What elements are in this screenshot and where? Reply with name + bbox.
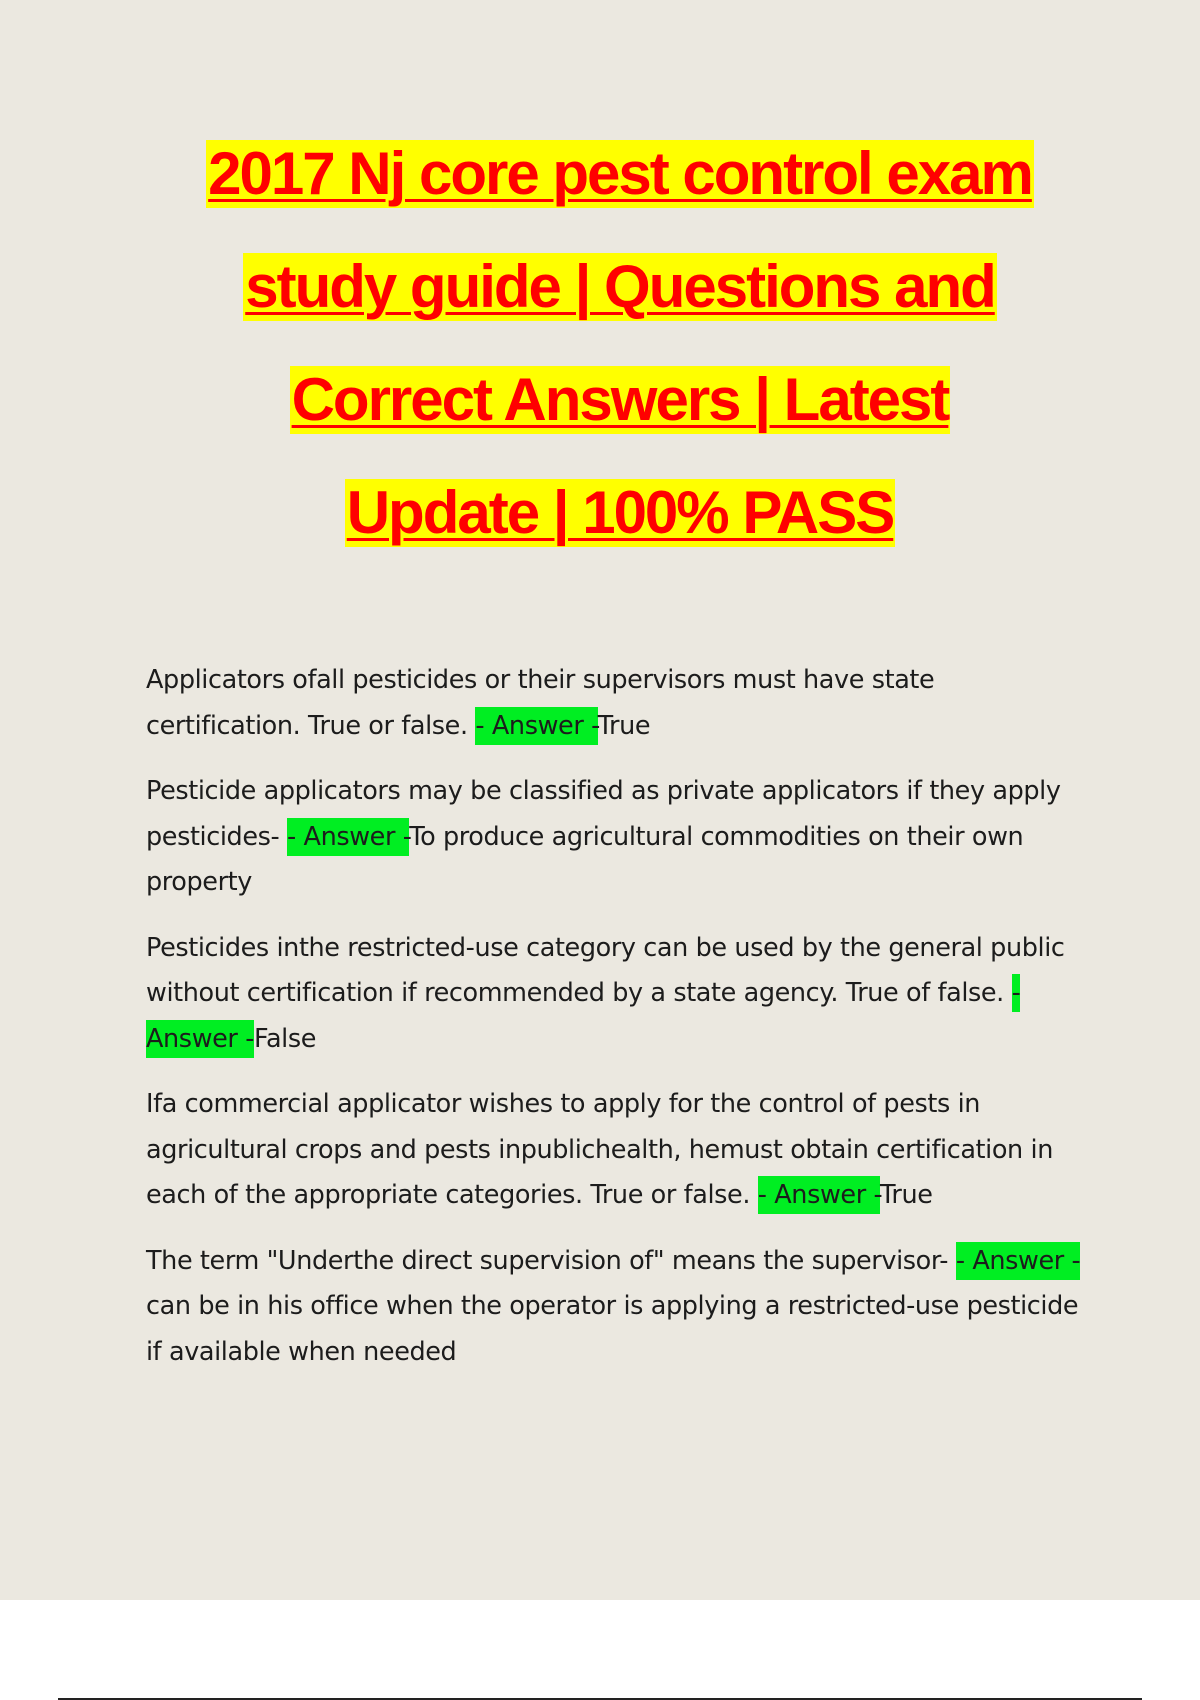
qa-item <box>146 1239 1086 1376</box>
qa-item <box>146 769 1086 906</box>
document-title <box>80 140 1160 592</box>
answer-text: True <box>879 1180 933 1210</box>
question-text: Pesticide applicators may be classified as private applicators if they apply pesticides- <box>146 776 1061 852</box>
qa-item <box>146 1082 1086 1219</box>
question-text: Applicators ofall pesticides or their supervisors must have state certification. True or false. <box>146 665 935 741</box>
question-text: Ifa commercial applicator wishes to apply for the control of pests in agricultural crops and pests inpublichealth, hemust obtain certification in each of the appropriate categories. True or false. <box>146 1089 1053 1210</box>
title-line: study guide | Questions and <box>245 253 995 320</box>
question-text: Pesticides inthe restricted-use category can be used by the general public without certification if recommended by a state agency. True of false. <box>146 932 1065 1008</box>
answer-text: can be in his office when the operator is applying a restricted-use pesticide if available when needed <box>146 1291 1079 1367</box>
title-line: Correct Answers | Latest <box>291 366 949 433</box>
qa-list <box>146 658 1086 1395</box>
answer-text: True <box>597 710 651 741</box>
qa-item <box>146 926 1086 1063</box>
answer-marker: - Answer - <box>758 1176 880 1214</box>
title-line: 2017 Nj core pest control exam <box>208 140 1032 207</box>
answer-text: False <box>254 1023 317 1054</box>
question-text: The term "Underthe direct supervision of" means the supervisor- <box>146 1245 956 1276</box>
title-line: Update | 100% PASS <box>346 479 894 546</box>
answer-marker: - Answer - <box>287 818 409 856</box>
answer-marker: - Answer - <box>146 974 1020 1058</box>
answer-marker: - Answer - <box>475 707 597 745</box>
answer-marker: - Answer - <box>956 1242 1081 1280</box>
answer-text: To produce agricultural commodities on their own property <box>146 821 1024 897</box>
qa-item <box>146 658 1086 749</box>
